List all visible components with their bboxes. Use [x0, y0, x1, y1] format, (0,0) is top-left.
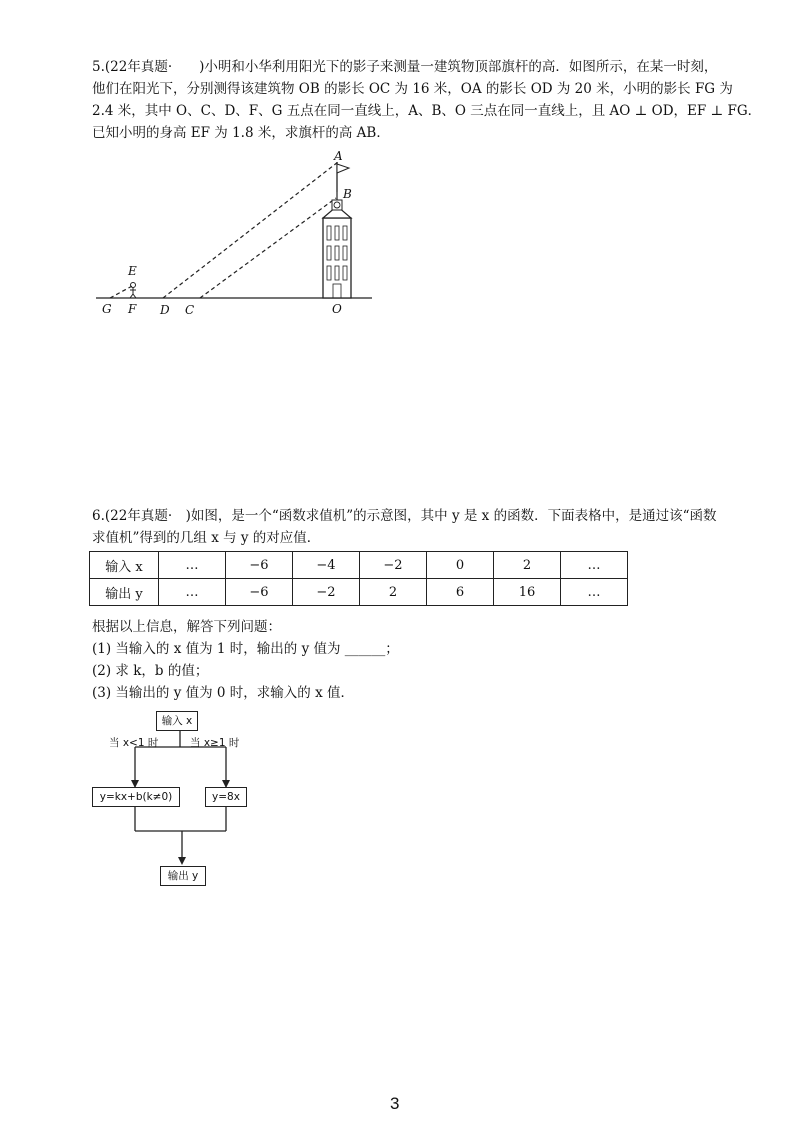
shadow-figure [90, 148, 390, 323]
label-d: D [160, 303, 170, 317]
q6-intro: 根据以上信息，解答下列问题： [92, 619, 281, 635]
label-c: C [185, 303, 195, 317]
table-cell: −6 [226, 579, 293, 606]
ray-a-d [163, 162, 338, 298]
flag [337, 164, 349, 173]
table-cell: −6 [226, 552, 293, 579]
label-b: B [343, 187, 352, 201]
flow-right-box: y=8x [205, 787, 247, 807]
table-cell: … [159, 552, 226, 579]
table-row-output [90, 579, 628, 606]
table-cell: 6 [427, 579, 494, 606]
table-cell: 2 [360, 579, 427, 606]
page-number: 3 [390, 1094, 400, 1113]
label-f: F [128, 302, 137, 316]
table-cell: … [561, 579, 628, 606]
flow-left-condition: 当 x<1 时 [109, 737, 159, 749]
flow-right-condition: 当 x≥1 时 [190, 737, 240, 749]
label-g: G [102, 302, 112, 316]
table-cell: 16 [494, 579, 561, 606]
q5-line-3: 2.4 米，其中 O、C、D、F、G 五点在同一直线上，A、B、O 三点在同一直线上，且 AO ⊥ OD，EF ⊥ FG． [92, 103, 762, 119]
q6-line-2: 求值机”得到的几组 x 与 y 的对应值． [92, 530, 321, 546]
q6-sub-3: (3) 当输出的 y 值为 0 时，求输入的 x 值． [92, 685, 354, 701]
flow-input-box: 输入 x [156, 711, 198, 731]
table-cell: 2 [494, 552, 561, 579]
q5-line-1: 5.(22年真题· )小明和小华利用阳光下的影子来测量一建筑物顶部旗杆的高．如图所示，在某一时刻， [92, 59, 718, 75]
table-cell: 0 [427, 552, 494, 579]
flow-output-box: 输出 y [160, 866, 206, 886]
ray-e-g [110, 285, 134, 298]
table-cell: … [159, 579, 226, 606]
io-table [89, 551, 628, 606]
building-ob [323, 192, 351, 298]
label-o: O [332, 302, 342, 316]
table-row-input [90, 552, 628, 579]
label-e: E [128, 264, 137, 278]
table-cell: 输出 y [90, 579, 159, 606]
q6-line-1: 6.(22年真题· )如图，是一个“函数求值机”的示意图，其中 y 是 x 的函数．下面表格中，是通过该“函数 [92, 508, 717, 524]
q6-sub-1: (1) 当输入的 x 值为 1 时，输出的 y 值为 ______； [92, 641, 399, 657]
person-ef [130, 283, 136, 299]
ray-b-c [200, 198, 336, 298]
q5-line-4: 已知小明的身高 EF 为 1.8 米，求旗杆的高 AB． [92, 125, 390, 141]
flow-left-box: y=kx+b(k≠0) [92, 787, 180, 807]
table-cell: −2 [293, 579, 360, 606]
table-cell: … [561, 552, 628, 579]
table-cell: 输入 x [90, 552, 159, 579]
q6-sub-2: (2) 求 k，b 的值； [92, 663, 209, 679]
table-cell: −2 [360, 552, 427, 579]
table-cell: −4 [293, 552, 360, 579]
q5-line-2: 他们在阳光下，分别测得该建筑物 OB 的影长 OC 为 16 米，OA 的影长 OD 为 20 米，小明的影长 FG 为 [92, 81, 733, 97]
label-a: A [334, 149, 343, 163]
